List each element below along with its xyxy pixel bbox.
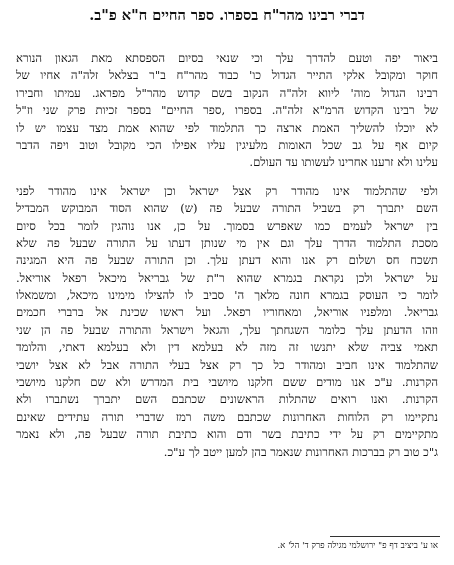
page-title: דברי רבינו מהר"ח בספרו. ספר החיים ח"א פ"ב.	[89, 7, 365, 24]
footnote: או ע' ביציב דף פ" ירושלמי מגילה פרק ד' הל' א.	[277, 541, 438, 551]
text-line: לומר כי העוסק בגמרא חונה מלאך ה' סביב לו להצילו מימינו מיכאל, ומשמאלו	[16, 288, 438, 303]
text-line: וזהו הדעתן עלך כלומר השגחתך עלך, והגאל וישראל והתורה שבעל פה הן שני	[16, 322, 438, 337]
text-line: מתקיימים רק על ידי כתיבת בשר ודם והוא כתיבת תורה שבעל פה, ולא נאמר	[16, 427, 438, 442]
paragraph-1	[16, 50, 438, 172]
text-line: נתקיימו רק הלוחות האחרונות שכתבם משה רמז שדברי תורה עתידים שאינם	[16, 409, 438, 424]
paragraph-gap	[16, 172, 438, 183]
text-line: של רבינו הקדוש הרמ"א זלה"ה. בספרו ,ספר החיים" בספר זכיות פרק שני וז"ל	[16, 103, 438, 118]
text-line: עלינו ולא זרענו אחרינו לעשותו עד העולם.	[249, 155, 438, 170]
paragraph-2	[16, 183, 438, 461]
text-line: לא יוכלו להשליך האמת ארצה כך התלמוד לפי שהוא אמת מצד עצמו יש לו	[16, 120, 438, 135]
text-line: שהתלמוד אינו חביב ומהודר כל כך רק אצל בעלי התורה אבל לא אצל יושבי	[16, 357, 438, 372]
text-line: בין ישראל לעמים כמו שאפרש בסמוך. על כן, אנו נוהגין לומר בכל סיום	[16, 218, 438, 233]
text-line: רבינו הגדול מוה' ליווא זלה"ה הנקוב בשם קדוש מהר"ל מפראג. עמיתו וחבירו	[16, 85, 438, 100]
text-line: השם יתברך רק בשביל התורה שבעל פה (ש) שהוא הסוד המבוקש המבדיל	[16, 201, 438, 216]
document-body	[16, 50, 438, 461]
footnote-divider	[330, 536, 440, 537]
text-line: ביאור יפה וטעם להדרך עלך וכי שנאי בסיום הספסתא מאת הגאון הנורא	[16, 51, 438, 65]
text-line: על ישראל ולכן נקראת בגמרא שהוא ר"ת של גבריאל מיכאל רפאל אוריאל.	[16, 270, 438, 285]
text-line: תשכח חס ושלום רק אנו והוא דעתן עלך. וכן התורה שבעל פה היא המגינה	[16, 253, 438, 268]
text-line: ולפי שהתלמוד אינו מהודר רק אצל ישראל וכן ישראל אינו מהודר לפני	[16, 183, 438, 198]
text-line: קיום אף על גב שכל האומות מלעיגין עליו אפילו הכי מקובל וטוב ויפה הדבר	[16, 137, 438, 152]
text-line: מסכת התלמוד הדרך עלך וגם אין מי שנותן דעתו על התורה שבעל פה שלא	[16, 235, 438, 250]
text-line: חוקר ומקובל אלקי התייר הגדול כו' כבוד מהר"ח ב"ר בצלאל זלה"ה אחיו של	[16, 68, 438, 83]
text-line: הקרנות. ואנו רואים שהתלות הראשונים שכתבם השם יתברך נשתברו ולא	[16, 392, 438, 407]
text-line: ג"כ טוב רק בברכות האחרונות שנאמר בהן למען ייטב לך ע"כ.	[163, 444, 438, 459]
text-line: תאמי צביה שלא יתנשו זה מזה לא בעלמא דין ולא בעלמא דאתי, והלומד	[16, 340, 438, 355]
text-line: הקרנות. ע"כ אנו מודים ששם חלקנו מיושבי בית המדרש ולא שם חלקנו מיושבי	[16, 375, 438, 390]
text-line: גבריאל. ומלפניו אוריאל, ומאחוריו רפאל. ועל ראשו שכינת אל ברברי חכמים	[16, 305, 438, 320]
